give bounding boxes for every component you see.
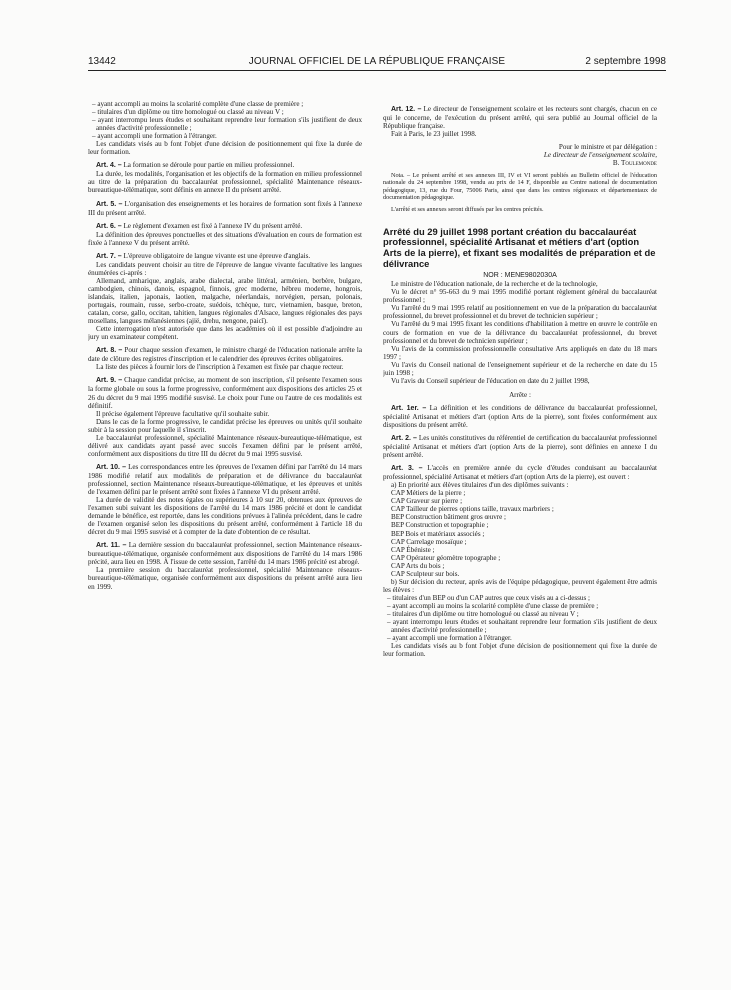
article-text: L'organisation des enseignements et les horaires de formation sont fixés à l'annexe III du présent arrêté. (88, 199, 362, 217)
page-header (88, 56, 666, 70)
article-paragraph (88, 376, 362, 409)
list-item: – ayant interrompu leurs études et souhaitant reprendre leur formation s'ils justifient de deux années d'activité professionnelle ; (387, 618, 657, 635)
diploma-item: CAP Graveur sur pierre ; (391, 497, 463, 506)
paragraph: a) En priorité aux élèves titulaires d'un des diplômes suivants : (391, 481, 569, 490)
paragraph: Il précise également l'épreuve facultative qu'il souhaite subir. (96, 409, 270, 418)
article-text: Les unités constitutives du référentiel de certification du baccalauréat professionnel spécialité Artisanat et métiers d'art (option Arts de la pierre), sont définies en annexe I du présent arrêté. (383, 434, 657, 460)
decree-title: Arrêté du 29 juillet 1998 portant création du baccalauréat professionnel, spécialité Artisanat et métiers d'art (option Arts de la pierre), et fixant ses modalités de préparation et de délivrance (383, 225, 656, 269)
article-number: Art. 1er. – (391, 404, 427, 412)
article-paragraph (88, 541, 362, 566)
delegation-line: Pour le ministre et par délégation : (558, 143, 657, 152)
paragraph: La durée de validité des notes égales ou supérieures à 10 sur 20, obtenues aux épreuves de l'examen subi suivant les dispositions de l'arrêté du 14 mars 1986 précité et dont le candidat demande le bénéfice, est reportée, dans les conditions prévues à l'alinéa précédent, dans le cadre de l'examen organisé selon les dispositions du présent arrêté, conformément à l'article 18 du décret du 9 mai 1995 susvisé et à compter de la date d'obtention de ce résultat. (88, 496, 362, 537)
right-column (383, 100, 657, 950)
article-text: Chaque candidat précise, au moment de son inscription, s'il présente l'examen sous la forme globale ou sous la forme progressive, conformément aux dispositions des articles 25 et 26 du décret du 9 mai 1995 modifié susvisé. Le choix pour l'une ou l'autre de ces modalités est définitif. (88, 376, 362, 410)
article-number: Art. 8. – (96, 347, 123, 355)
article-paragraph (88, 252, 362, 261)
diploma-item: BEP Construction et topographie ; (391, 521, 489, 530)
article-number: Art. 3. – (391, 465, 423, 473)
article-number: Art. 2. – (391, 435, 417, 443)
list-item: – titulaires d'un diplôme ou titre homologué ou classé au niveau V ; (92, 108, 284, 117)
paragraph: Vu l'arrêté du 9 mai 1995 fixant les conditions d'habilitation à mettre en œuvre le contrôle en cours de formation en vue de la délivrance du baccalauréat professionnel, du brevet professionnel et du brevet de technicien supérieur ; (383, 320, 657, 345)
list-item: – titulaires d'un diplôme ou titre homologué ou classé au niveau V ; (387, 610, 579, 618)
arrete-heading: Arrête : (509, 390, 531, 399)
left-column (88, 100, 362, 950)
article-number: Art. 7. – (96, 252, 122, 260)
paragraph: b) Sur décision du recteur, après avis de l'équipe pédagogique, peuvent également être admis les élèves : (383, 577, 657, 594)
paragraph: Vu l'arrêté du 9 mai 1995 relatif au positionnement en vue de la préparation du baccalauréat professionnel, du brevet professionnel et du brevet de technicien supérieur ; (383, 304, 657, 321)
diploma-item: BEP Construction bâtiment gros œuvre ; (391, 513, 506, 522)
paragraph: Fait à Paris, le 23 juillet 1998. (391, 130, 477, 139)
article-text: Les correspondances entre les épreuves de l'examen défini par l'arrêté du 14 mars 1986 modifié relatif aux modalités de préparation et de délivrance du baccalauréat professionnel, section Maintenance réseaux-bureautique-télématique, et les épreuves et unités de l'examen défini par le présent arrêté sont fixées à l'annexe VI du présent arrêté. (88, 462, 362, 497)
diploma-item: CAP Tailleur de pierres options taille, travaux marbriers ; (391, 505, 554, 514)
diploma-item: CAP Opérateur géomètre topographe ; (391, 553, 501, 562)
list-item: – ayant accompli au moins la scolarité complète d'une classe de première ; (387, 601, 599, 610)
note-paragraph: L'arrêté et ses annexes seront diffusés par les centres précités. (391, 205, 544, 213)
list-item: – ayant accompli une formation à l'étranger. (387, 634, 512, 643)
journal-title: JOURNAL OFFICIEL DE LA RÉPUBLIQUE FRANÇAISE (248, 56, 506, 67)
article-number: Art. 10. – (96, 463, 127, 471)
paragraph: Le ministre de l'éducation nationale, de la recherche et de la technologie, (391, 280, 598, 289)
paragraph: Les candidats visés au b font l'objet d'une décision de positionnement qui fixe la durée de leur formation. (383, 642, 657, 659)
article-paragraph (383, 105, 657, 130)
article-paragraph (88, 161, 362, 170)
paragraph: Les candidats peuvent choisir au titre de l'épreuve de langue vivante facultative les langues énumérées ci-après : (88, 260, 362, 277)
signatory-name: B. Toulemonde (612, 159, 657, 168)
article-paragraph (88, 200, 362, 217)
note-paragraph: Nota. – Le présent arrêté et ses annexes III, IV et VI seront publiés au Bulletin officiel de l'éducation nationale du 24 septembre 1998, vendu au prix de 14 F, disponible au Centre national de documentation pédagogique, 13, rue du Four, 75006 Paris, ainsi que dans les centres régionaux et départementaux de documentation pédagogique. (383, 172, 657, 201)
paragraph: Vu l'avis du Conseil national de l'enseignement supérieur et de la recherche en date du 15 juin 1998 ; (383, 360, 657, 377)
article-paragraph (383, 464, 657, 481)
article-number: Art. 12. – (391, 106, 422, 113)
diploma-item: CAP Métiers de la pierre ; (391, 489, 466, 498)
list-item: – ayant accompli au moins la scolarité complète d'une classe de première ; (92, 100, 304, 108)
article-paragraph (88, 222, 362, 231)
paragraph: Allemand, amharique, anglais, arabe dialectal, arabe littéral, arménien, berbère, bulgare, cambodgien, chinois, danois, espagnol, finnois, grec moderne, hébreu moderne, hongrois, islandais, italien, japonais, laotien, malgache, néerlandais, norvégien, persan, polonais, portugais, roumain, russe, serbo-croate, suédois, tchèque, turc, vietnamien, basque, breton, catalan, corse, gallo, occitan, tahitien, langues régionales d'Alsace, langues régionales des pays mosellans, langues mélanésiennes (ajië, drehu, nengone, paicî). (88, 276, 362, 326)
article-text: La formation se déroule pour partie en milieu professionnel. (121, 161, 295, 170)
paragraph: Vu l'avis du Conseil supérieur de l'éducation en date du 2 juillet 1998, (391, 376, 590, 385)
paragraph: La liste des pièces à fournir lors de l'inscription à l'examen est fixée par chaque recteur. (96, 363, 344, 372)
paragraph: Vu le décret n° 95-663 du 9 mai 1995 modifié portant règlement général du baccalauréat professionnel ; (383, 288, 657, 305)
article-text: L'accès en première année du cycle d'études conduisant au baccalauréat professionnel, spécialité Artisanat et métiers d'art (option Arts de la pierre), est ouvert : (383, 464, 657, 482)
paragraph: Le baccalauréat professionnel, spécialité Maintenance réseaux-bureautique-télématique, est délivré aux candidats ayant passé avec succès l'examen défini par le présent arrêté, conformément aux dispositions du titre III du décret du 9 mai 1995 susvisé. (88, 433, 362, 458)
signatory-title: Le directeur de l'enseignement scolaire, (543, 151, 657, 160)
article-paragraph (88, 346, 362, 363)
article-text: Le directeur de l'enseignement scolaire et les recteurs sont chargés, chacun en ce qui le concerne, de l'exécution du présent arrêté, qui sera publié au Journal officiel de la République française. (383, 105, 657, 131)
article-paragraph (383, 434, 657, 459)
article-paragraph (383, 404, 657, 429)
article-text: La définition et les conditions de délivrance du baccalauréat professionnel, spécialité Artisanat et métiers d'art (option Arts de la pierre), sont fixées conformément aux dispositions du présent arrêté. (383, 403, 657, 429)
list-item: – ayant accompli une formation à l'étranger. (92, 132, 217, 141)
nor-reference: NOR : MENE9802030A (483, 272, 557, 280)
article-number: Art. 4. – (96, 162, 122, 170)
article-paragraph (88, 463, 362, 496)
article-text: L'épreuve obligatoire de langue vivante est une épreuve d'anglais. (121, 251, 311, 260)
issue-date: 2 septembre 1998 (585, 56, 666, 67)
paragraph: La définition des épreuves ponctuelles et des situations d'évaluation en cours de formation est fixée à l'annexe V du présent arrêté. (88, 230, 362, 247)
article-number: Art. 9. – (96, 377, 123, 385)
diploma-item: CAP Carrelage mosaïque ; (391, 537, 467, 546)
paragraph: La durée, les modalités, l'organisation et les objectifs de la formation en milieu professionnel au titre de la préparation du baccalauréat professionnel, spécialité Maintenance réseaux-bureautique-télématique, sont définis en annexe II du présent arrêté. (88, 170, 362, 195)
diploma-item: CAP Arts du bois ; (391, 561, 445, 570)
article-text: Pour chaque session d'examen, le ministre chargé de l'éducation nationale arrête la date de clôture des registres d'inscription et le calendrier des épreuves écrites obligatoires. (88, 346, 362, 364)
article-text: La dernière session du baccalauréat professionnel, section Maintenance réseaux-bureautique-télématique, organisée conformément aux dispositions de l'arrêté du 14 mars 1986 précité, aura lieu en 1998. À l'issue de cette session, l'arrêté du 14 mars 1986 précité est abrogé. (88, 541, 362, 567)
paragraph: La première session du baccalauréat professionnel, spécialité Maintenance réseaux-bureautique-télématique, organisée conformément aux dispositions du présent arrêté aura lieu en 1999. (88, 566, 362, 591)
paragraph: Cette interrogation n'est autorisée que dans les académies où il est possible d'adjoindre au jury un examinateur compétent. (88, 325, 362, 342)
diploma-item: BEP Bois et matériaux associés ; (391, 529, 485, 538)
diploma-item: CAP Ébéniste ; (391, 545, 435, 554)
diploma-item: CAP Sculpteur sur bois. (391, 569, 460, 578)
list-item: – ayant interrompu leurs études et souhaitant reprendre leur formation s'ils justifient de deux années d'activité professionnelle ; (92, 116, 362, 133)
list-item: – titulaires d'un BEP ou d'un CAP autres que ceux visés au a ci-dessus ; (387, 593, 590, 602)
article-number: Art. 5. – (96, 200, 123, 208)
article-number: Art. 6. – (96, 222, 122, 230)
paragraph: Dans le cas de la forme progressive, le candidat précise les épreuves ou unités qu'il souhaite subir à la session pour laquelle il s'inscrit. (88, 417, 362, 434)
article-text: Le règlement d'examen est fixé à l'annexe IV du présent arrêté. (121, 221, 303, 230)
page-number: 13442 (88, 56, 116, 67)
article-number: Art. 11. – (96, 542, 127, 550)
paragraph: Les candidats visés au b font l'objet d'une décision de positionnement qui fixe la durée de leur formation. (88, 140, 362, 157)
header-rule (88, 70, 666, 71)
paragraph: Vu l'avis de la commission professionnelle consultative Arts appliqués en date du 18 mars 1997 ; (383, 344, 657, 361)
